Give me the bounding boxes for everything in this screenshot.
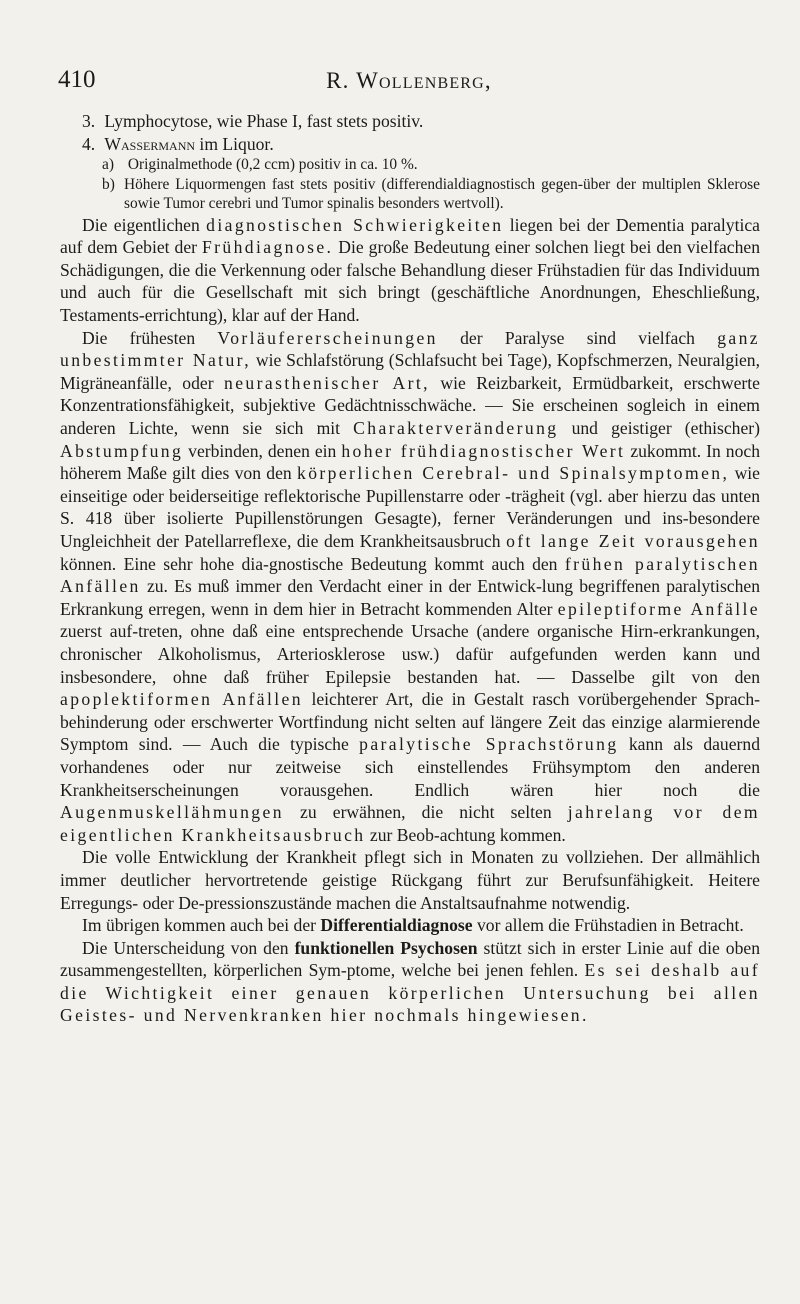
paragraph-functional-psychoses bbox=[60, 937, 760, 1027]
spaced-emphasis: diagnostischen Schwierigkeiten bbox=[206, 214, 504, 235]
spaced-emphasis: oft lange Zeit vorausgehen bbox=[506, 531, 760, 551]
text: Die frühesten bbox=[82, 327, 218, 348]
spaced-emphasis: Charakterveränderung bbox=[353, 418, 559, 439]
paragraph-differential bbox=[60, 914, 760, 937]
text: zur Beob-achtung kommen. bbox=[365, 824, 566, 845]
text: kann als dauernd vorhandenes oder nur zeitweise sich einstellendes Frühsymptom den anderen Krankheitserscheinungen vorausgehen. Endlich wären hier noch die bbox=[60, 734, 760, 800]
bold-emphasis: Differentialdiagnose bbox=[320, 915, 473, 936]
text: Die eigentlichen bbox=[82, 214, 207, 235]
text: Die volle Entwicklung der Krankheit pflegt sich in Monaten zu vollziehen. Der allmählich immer deutlicher hervortretende geistige Rückgang führt zur Berufsunfähigkeit. Heitere Erregungs- oder De-pressionszustände machen die Anstaltsaufnahme notwendig. bbox=[60, 847, 760, 913]
text: und geistiger (ethischer) bbox=[558, 418, 761, 439]
text: zu. Es muß immer den Verdacht einer in der Entwick-lung begriffenen paralytischen Erkrankung erregen, wenn in dem hier in Betracht kommenden Alter bbox=[60, 576, 760, 619]
list-text: Lymphocytose, wie Phase I, fast stets positiv. bbox=[104, 111, 424, 131]
spaced-emphasis: paralytische Sprachstörung bbox=[359, 734, 619, 755]
list-number: 4. bbox=[82, 133, 96, 154]
text: Im übrigen kommen auch bei der bbox=[82, 915, 321, 936]
text: vor allem die Frühstadien in Betracht. bbox=[472, 915, 744, 936]
sub-item-b bbox=[102, 175, 760, 214]
list-text: im Liquor. bbox=[195, 133, 274, 154]
spaced-emphasis: neurasthenischer Art, bbox=[224, 372, 430, 393]
list-item-3 bbox=[82, 110, 760, 133]
sub-text: Originalmethode (0,2 ccm) positiv in ca. 10 %. bbox=[127, 156, 418, 174]
text: wie Schlafstörung (Schlafsucht bei Tage), Kopfschmerzen, Neuralgien, Migräneanfälle, oder bbox=[60, 350, 761, 393]
spaced-emphasis: Abstumpfung bbox=[60, 440, 184, 461]
spaced-emphasis: Augenmuskellähmungen bbox=[60, 802, 284, 823]
text: stützt sich in erster Linie auf die oben zusammengestellten, körperlichen Sym-ptome, welche bei jenen fehlen. bbox=[60, 937, 760, 981]
text: zukommt. In noch höherem Maße gilt dies von den bbox=[60, 440, 760, 484]
spaced-emphasis: Frühdiagnose. bbox=[201, 237, 334, 258]
text: wie einseitige oder beiderseitige reflektorische Pupillenstarre oder -trägheit (vgl. aber hierzu das unten S. 418 über isolierte Pupillenstörungen Gesagte), ferner Veränderungen und ins-besondere Ungleichheit der Patellarreflexe, die dem Krankheitsausbruch bbox=[60, 463, 760, 551]
paragraph-course bbox=[60, 846, 760, 914]
sub-label: a) bbox=[102, 156, 114, 174]
text: Die Unterscheidung von den bbox=[82, 937, 295, 958]
spaced-emphasis: Vorläufererscheinungen bbox=[217, 327, 438, 348]
list-item-4 bbox=[82, 133, 760, 156]
running-head: R. Wollenberg, bbox=[326, 68, 492, 93]
sub-item-a bbox=[102, 155, 760, 175]
page-body bbox=[60, 110, 760, 1027]
text: verbinden, denen ein bbox=[183, 440, 342, 461]
text: leichterer Art, die in Gestalt rasch vorübergehender Sprach-behinderung oder erschwerter Wortfindung nicht selten auf längere Zeit das einzige alarmierende Symptom sind. — Auch die typische bbox=[60, 689, 761, 755]
text: wie Reizbarkeit, Ermüdbarkeit, erschwerte Konzentrationsfähigkeit, subjektive Gedächtnisschwäche. — Sie erscheinen sogleich in einem anderen Lichte, wenn sie sich mit bbox=[60, 372, 760, 439]
text: zuerst auf-treten, ohne daß eine entsprechende Ursache (andere organische Hirn-erkrankungen, chronischer Alkoholismus, Arteriosklerose usw.) dafür aufgefunden werden kann und insbesondere, ohne daß früher Epilepsie bestanden hat. — Dasselbe gilt von den bbox=[60, 621, 760, 687]
list-number: 3. bbox=[82, 111, 96, 131]
text: der Paralyse sind vielfach bbox=[437, 327, 718, 348]
spaced-emphasis: hoher frühdiagnostischer Wert bbox=[341, 440, 626, 461]
text: liegen bei der Dementia paralytica auf dem Gebiet der bbox=[60, 214, 760, 258]
bold-emphasis: funktionellen Psychosen bbox=[294, 937, 478, 958]
spaced-emphasis: jahrelang vor dem eigentlichen Krankheitsausbruch bbox=[60, 802, 760, 845]
spaced-emphasis: frühen paralytischen Anfällen bbox=[60, 553, 761, 597]
paragraph-diagnosis bbox=[60, 214, 760, 327]
spaced-emphasis: apoplektiformen Anfällen bbox=[60, 689, 303, 710]
sub-label: b) bbox=[102, 175, 115, 193]
paragraph-early-symptoms bbox=[60, 327, 760, 847]
spaced-emphasis: ganz unbestimmter Natur, bbox=[60, 327, 760, 371]
spaced-emphasis: Es sei deshalb auf die Wichtigkeit einer genauen körperlichen Untersuchung bei allen Geistes- und Nervenkranken hier nochmals hingewiesen. bbox=[60, 960, 760, 1026]
spaced-emphasis: körperlichen Cerebral- und Spinalsymptomen, bbox=[297, 463, 730, 484]
text: Die große Bedeutung einer solchen liegt bei den vielfachen Schädigungen, die die Verkennung oder falsche Behandlung dieser Frühstadien für das Individuum und auch für die Gesellschaft mit sich bringt (geschäftliche Anordnungen, Eheschließung, Testaments-errichtung), klar auf der Hand. bbox=[60, 237, 760, 326]
text: zu erwähnen, die nicht selten bbox=[283, 802, 568, 823]
author-name: Wassermann bbox=[104, 133, 196, 154]
page-number: 410 bbox=[58, 66, 96, 93]
spaced-emphasis: epileptiforme Anfälle bbox=[557, 598, 760, 619]
page-header bbox=[58, 66, 760, 96]
text: können. Eine sehr hohe dia-gnostische Bedeutung kommt auch den bbox=[60, 553, 565, 574]
sub-text: Höhere Liquormengen fast stets positiv (differendialdiagnostisch gegen-über der multiplen Sklerose sowie Tumor cerebri und Tumor spinalis besonders wertvoll). bbox=[124, 175, 760, 213]
